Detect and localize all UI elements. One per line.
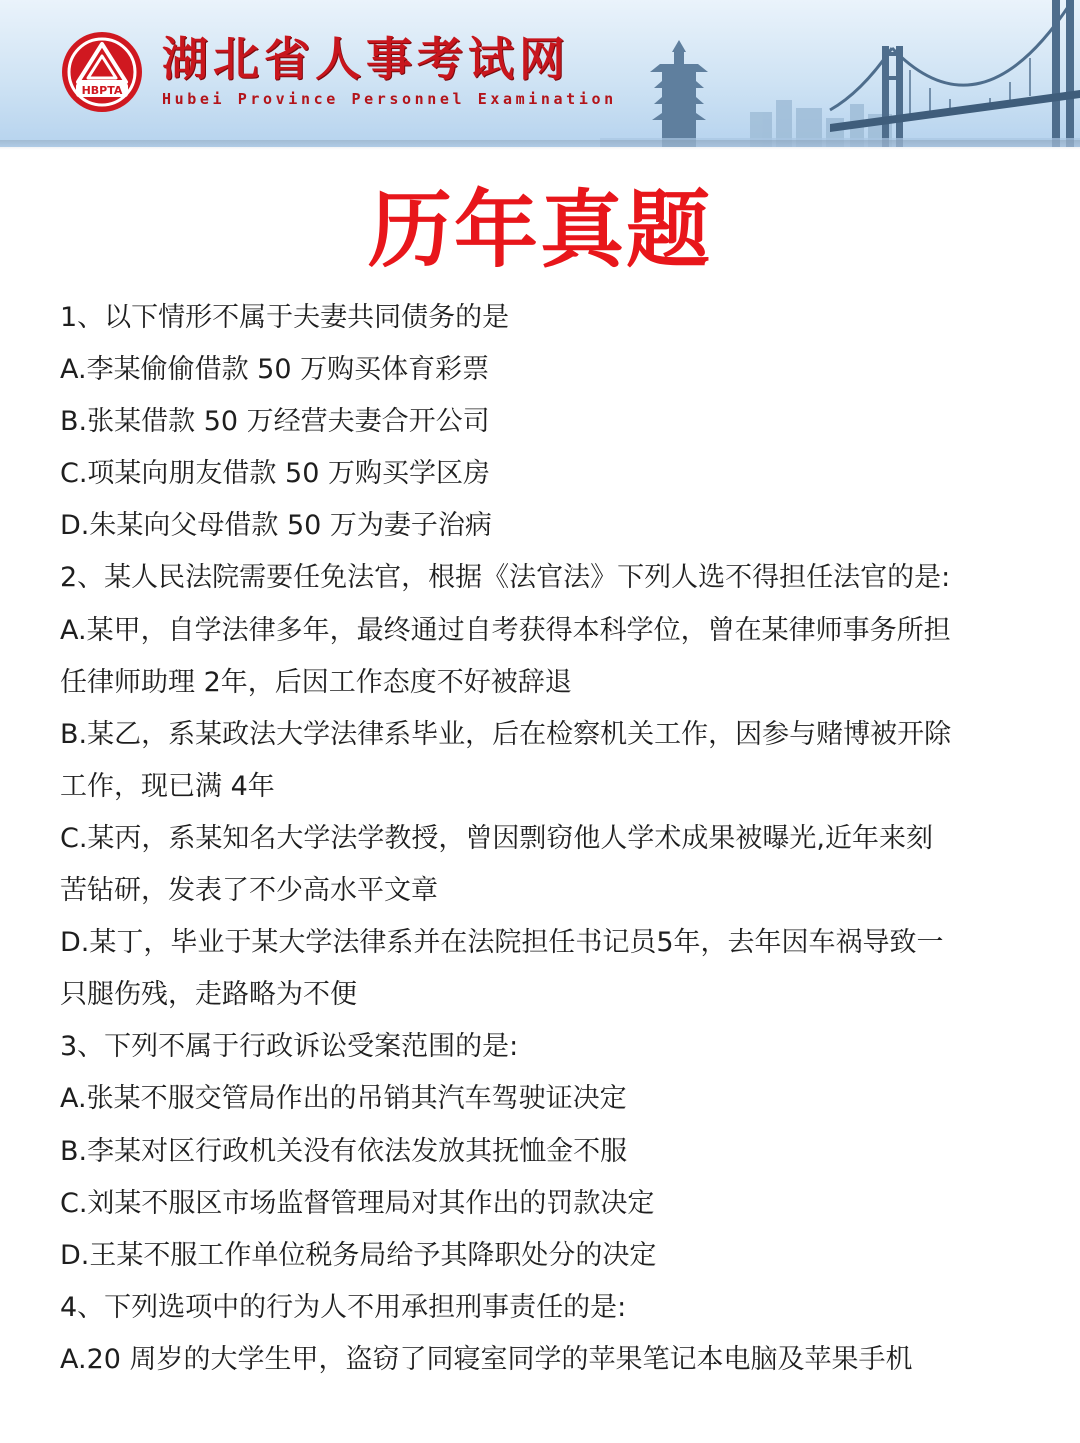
question-stem: 2、某人民法院需要任免法官，根据《法官法》下列人选不得担任法官的是: bbox=[60, 562, 951, 594]
option-line: B.李某对区行政机关没有依法发放其抚恤金不服 bbox=[60, 1135, 628, 1167]
logo-text-overlay bbox=[60, 30, 144, 114]
option-line: B.张某借款 50 万经营夫妻合开公司 bbox=[60, 406, 490, 438]
option-line: 只腿伤残，走路略为不便 bbox=[60, 979, 357, 1011]
header-banner bbox=[0, 0, 1080, 147]
option-line: 工作，现已满 4年 bbox=[60, 770, 275, 802]
question-2 bbox=[60, 552, 1040, 1021]
bridge-skyline-illustration bbox=[600, 0, 1080, 147]
option-line: A.李某偷偷借款 50 万购买体育彩票 bbox=[60, 354, 490, 386]
option-line: C.刘某不服区市场监督管理局对其作出的罚款决定 bbox=[60, 1187, 655, 1219]
site-subtitle: Hubei Province Personnel Examination bbox=[162, 90, 617, 108]
option-line: A.张某不服交管局作出的吊销其汽车驾驶证决定 bbox=[60, 1083, 627, 1115]
option-line: D.某丁，毕业于某大学法律系并在法院担任书记员5年，去年因车祸导致一 bbox=[60, 927, 944, 959]
option-line: A.某甲，自学法律多年，最终通过自考获得本科学位，曾在某律师事务所担 bbox=[60, 614, 951, 646]
question-3 bbox=[60, 1021, 1040, 1281]
option-line: D.朱某向父母借款 50 万为妻子治病 bbox=[60, 510, 492, 542]
option-line: C.某丙，系某知名大学法学教授，曾因剽窃他人学术成果被曝光,近年来刻 bbox=[60, 822, 934, 854]
question-4 bbox=[60, 1282, 1040, 1386]
site-title: 湖北省人事考试网 bbox=[162, 32, 570, 86]
option-line: A.20 周岁的大学生甲，盗窃了同寝室同学的苹果笔记本电脑及苹果手机 bbox=[60, 1343, 913, 1375]
page-title: 历年真题 bbox=[367, 181, 712, 279]
question-stem: 3、下列不属于行政诉讼受案范围的是: bbox=[60, 1031, 519, 1063]
option-line: 苦钻研，发表了不少高水平文章 bbox=[60, 875, 438, 907]
question-stem: 4、下列选项中的行为人不用承担刑事责任的是: bbox=[60, 1291, 627, 1323]
question-list bbox=[60, 292, 1040, 1386]
option-line: D.王某不服工作单位税务局给予其降职处分的决定 bbox=[60, 1239, 657, 1271]
option-line: B.某乙，系某政法大学法律系毕业，后在检察机关工作，因参与赌博被开除 bbox=[60, 718, 952, 750]
banner-shadow bbox=[0, 140, 1080, 150]
question-1 bbox=[60, 292, 1040, 552]
option-line: C.项某向朋友借款 50 万购买学区房 bbox=[60, 458, 490, 490]
option-line: 任律师助理 2年，后因工作态度不好被辞退 bbox=[60, 666, 572, 698]
question-stem: 1、以下情形不属于夫妻共同债务的是 bbox=[60, 302, 510, 333]
logo-text: HBPTA bbox=[81, 84, 123, 97]
